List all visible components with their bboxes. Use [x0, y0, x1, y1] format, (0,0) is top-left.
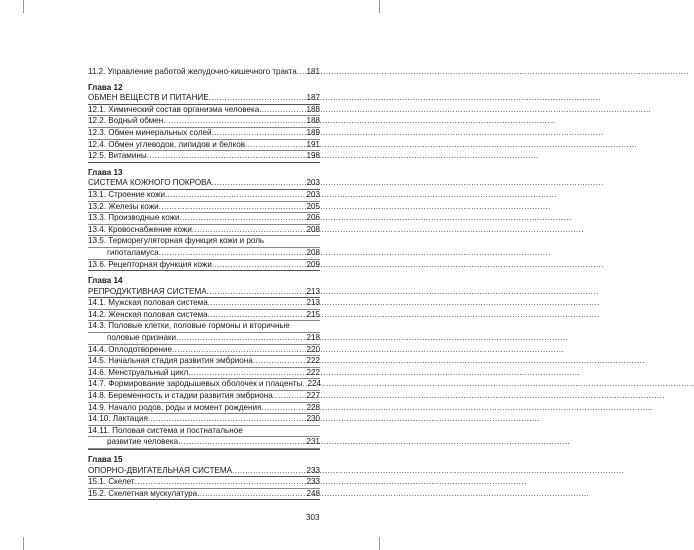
toc-entry	[88, 356, 320, 368]
crop-mark-bottom-left	[23, 537, 24, 550]
table-of-contents	[88, 67, 320, 500]
leader-dots	[209, 93, 306, 104]
leader-dots	[192, 225, 306, 236]
toc-entry-title: 14.9. Начало родов, роды и момент рождения	[88, 402, 262, 412]
leader-dots	[176, 333, 305, 344]
toc-entry-page: 230	[306, 414, 320, 424]
leader-dots	[208, 298, 306, 309]
toc-entry-title: 13.4. Кровоснабжение кожи	[88, 224, 192, 234]
toc-entry-title: 14.1. Мужская половая система	[88, 298, 208, 308]
toc-entry-page: 181	[306, 67, 320, 76]
toc-entry-title: 12.4. Обмен углеводов, липидов и белков	[88, 139, 246, 149]
leader-dots	[148, 414, 306, 425]
toc-entry-continuation	[88, 437, 320, 449]
toc-entry-title: развитие человека	[107, 437, 179, 447]
crop-mark-top-right	[379, 0, 380, 13]
leader-dots	[212, 128, 306, 139]
leader-dots	[178, 437, 305, 448]
toc-entry-title: 13.3. Производные кожи	[88, 213, 180, 223]
toc-entry-page: 228	[306, 402, 320, 412]
toc-entry-page: 215	[306, 309, 320, 319]
toc-entry-page: 198	[306, 151, 320, 161]
toc-entry	[88, 116, 320, 128]
toc-entry-title: 11.2. Управление работой желудочно-кишечного тракта	[88, 67, 297, 76]
toc-entry-title: 13.5. Терморегуляторная функция кожи и роль	[88, 236, 320, 248]
toc-entry	[88, 140, 320, 152]
chapter-heading: Глава 15	[88, 455, 123, 464]
toc-entry-title: 14.5. Начальная стадия развития эмбриона	[88, 356, 253, 366]
toc-entry-page: 208	[306, 224, 320, 234]
toc-entry	[88, 151, 320, 162]
toc-entry-multiline	[88, 426, 320, 449]
section-heading	[88, 287, 320, 299]
toc-entry-page: 206	[306, 213, 320, 223]
toc-entry-page: 220	[306, 344, 320, 354]
section-heading	[88, 93, 320, 105]
toc-entry-page: 203	[306, 189, 320, 199]
leader-dots	[159, 202, 306, 213]
toc-entry-title: 15.2. Скелетная мускулатура	[88, 488, 198, 498]
leader-dots	[273, 391, 306, 402]
toc-entry-page: 222	[306, 367, 320, 377]
chapter-heading: Глава 12	[88, 82, 123, 92]
toc-section-group	[88, 477, 320, 500]
section-heading	[88, 178, 320, 190]
chapter-heading: Глава 13	[88, 167, 123, 177]
leader-dots	[297, 67, 306, 78]
leader-dots	[207, 287, 306, 298]
toc-entry	[88, 477, 320, 489]
leader-dots	[253, 356, 306, 367]
toc-entry-page: 233	[306, 465, 320, 475]
leader-dots	[261, 403, 305, 414]
toc-entry-title: 14.11. Половая система и постнатальное	[88, 426, 320, 438]
toc-entry	[88, 391, 320, 403]
toc-entry-page: 248	[306, 488, 320, 498]
toc-entry-page: 209	[306, 259, 320, 269]
crop-mark-bottom-right	[379, 537, 380, 550]
toc-entry	[88, 202, 320, 214]
toc-entry-page: 189	[306, 127, 320, 137]
toc-entry	[88, 403, 320, 415]
leader-dots	[180, 213, 306, 224]
toc-entry-title: 12.1. Химический состав организма человека	[88, 104, 260, 114]
leader-dots	[212, 178, 306, 189]
leader-dots	[163, 116, 305, 127]
leader-dots	[212, 260, 306, 271]
toc-entry-title: половые признаки	[107, 333, 177, 343]
toc-entry-multiline	[88, 236, 320, 259]
toc-section-group	[88, 105, 320, 163]
toc-entry-title: 14.2. Женская половая система	[88, 309, 208, 319]
chapter-heading: Глава 14	[88, 276, 123, 286]
toc-entry-title: 14.4. Оплодотворение	[88, 344, 173, 354]
toc-entry	[88, 345, 320, 357]
toc-section-group	[88, 190, 320, 271]
toc-entry-page: 227	[306, 391, 320, 401]
toc-entry	[88, 310, 320, 322]
leader-dots	[172, 345, 305, 356]
leader-dots	[135, 477, 306, 488]
section-heading	[88, 466, 320, 478]
toc-entry	[88, 190, 320, 202]
toc-entry-title: СИСТЕМА КОЖНОГО ПОКРОВА	[88, 178, 212, 188]
toc-entry-page: 188	[306, 116, 320, 126]
leader-dots	[165, 190, 305, 201]
toc-entry-page: 205	[306, 201, 320, 211]
toc-entry-title: 12.5. Витамины	[88, 151, 147, 161]
toc-entry-title: 14.3. Половые клетки, половые гормоны и вторичные	[88, 321, 320, 333]
toc-entry-page: 188	[306, 104, 320, 114]
leader-dots	[245, 140, 305, 151]
toc-entry-page: 213	[306, 286, 320, 296]
toc-entry	[88, 67, 320, 78]
toc-entry-continuation	[88, 333, 320, 345]
toc-entry-page: 224	[307, 379, 321, 389]
toc-entry-title: 13.2. Железы кожи	[88, 201, 159, 211]
toc-entry-page: 191	[306, 139, 320, 149]
toc-entry	[88, 379, 320, 391]
leader-dots	[208, 310, 306, 321]
page-number: 303	[306, 513, 320, 522]
toc-entry	[88, 260, 320, 271]
leader-dots	[159, 248, 306, 259]
toc-entry-title: 12.3. Обмен минеральных солей	[88, 127, 212, 137]
toc-entry	[88, 128, 320, 140]
toc-entry-page: 203	[306, 178, 320, 188]
toc-entry-multiline	[88, 321, 320, 344]
toc-entry-title: РЕПРОДУКТИВНАЯ СИСТЕМА	[88, 286, 207, 296]
toc-entry	[88, 489, 320, 500]
leader-dots	[188, 368, 305, 379]
toc-entry-title: 12.2. Водный обмен	[88, 116, 164, 126]
leader-dots	[232, 466, 306, 477]
toc-entry-page: 208	[306, 247, 320, 257]
toc-entry	[88, 105, 320, 117]
toc-entry-continuation	[88, 248, 320, 260]
toc-entry	[88, 225, 320, 237]
leader-dots	[197, 489, 305, 500]
toc-entry-page: 222	[306, 356, 320, 366]
toc-entry-title: 13.1. Строение кожи	[88, 189, 166, 199]
toc-entry	[88, 213, 320, 225]
toc-entry-page: 233	[306, 477, 320, 487]
leader-dots	[147, 151, 306, 162]
toc-entry	[88, 414, 320, 426]
toc-entry-title: 13.6. Рецепторная функция кожи	[88, 259, 212, 269]
toc-entry-title: ОБМЕН ВЕЩЕСТВ И ПИТАНИЕ	[88, 93, 209, 103]
toc-entry-title: 14.6. Менструальный цикл	[88, 367, 189, 377]
toc-entry-title: 14.10. Лактация	[88, 414, 148, 424]
toc-entry-title: 14.7. Формирование зародышевых оболочек и плаценты	[88, 379, 303, 389]
toc-entry	[88, 298, 320, 310]
toc-entry-page: 231	[306, 437, 320, 447]
leader-dots	[259, 105, 305, 116]
toc-entry-title: гипоталамуса	[107, 247, 159, 257]
crop-mark-top-left	[23, 0, 24, 13]
toc-entry-title: 14.8. Беременность и стадии развития эмбриона	[88, 391, 273, 401]
toc-entry	[88, 368, 320, 380]
toc-entry-page: 187	[306, 93, 320, 103]
toc-section-group	[88, 298, 320, 450]
toc-entry-page: 218	[306, 333, 320, 343]
toc-entry-title: 15.1. Скелет	[88, 477, 135, 487]
toc-entry-title: ОПОРНО-ДВИГАТЕЛЬНАЯ СИСТЕМА	[88, 465, 232, 475]
toc-entry-page: 213	[306, 298, 320, 308]
